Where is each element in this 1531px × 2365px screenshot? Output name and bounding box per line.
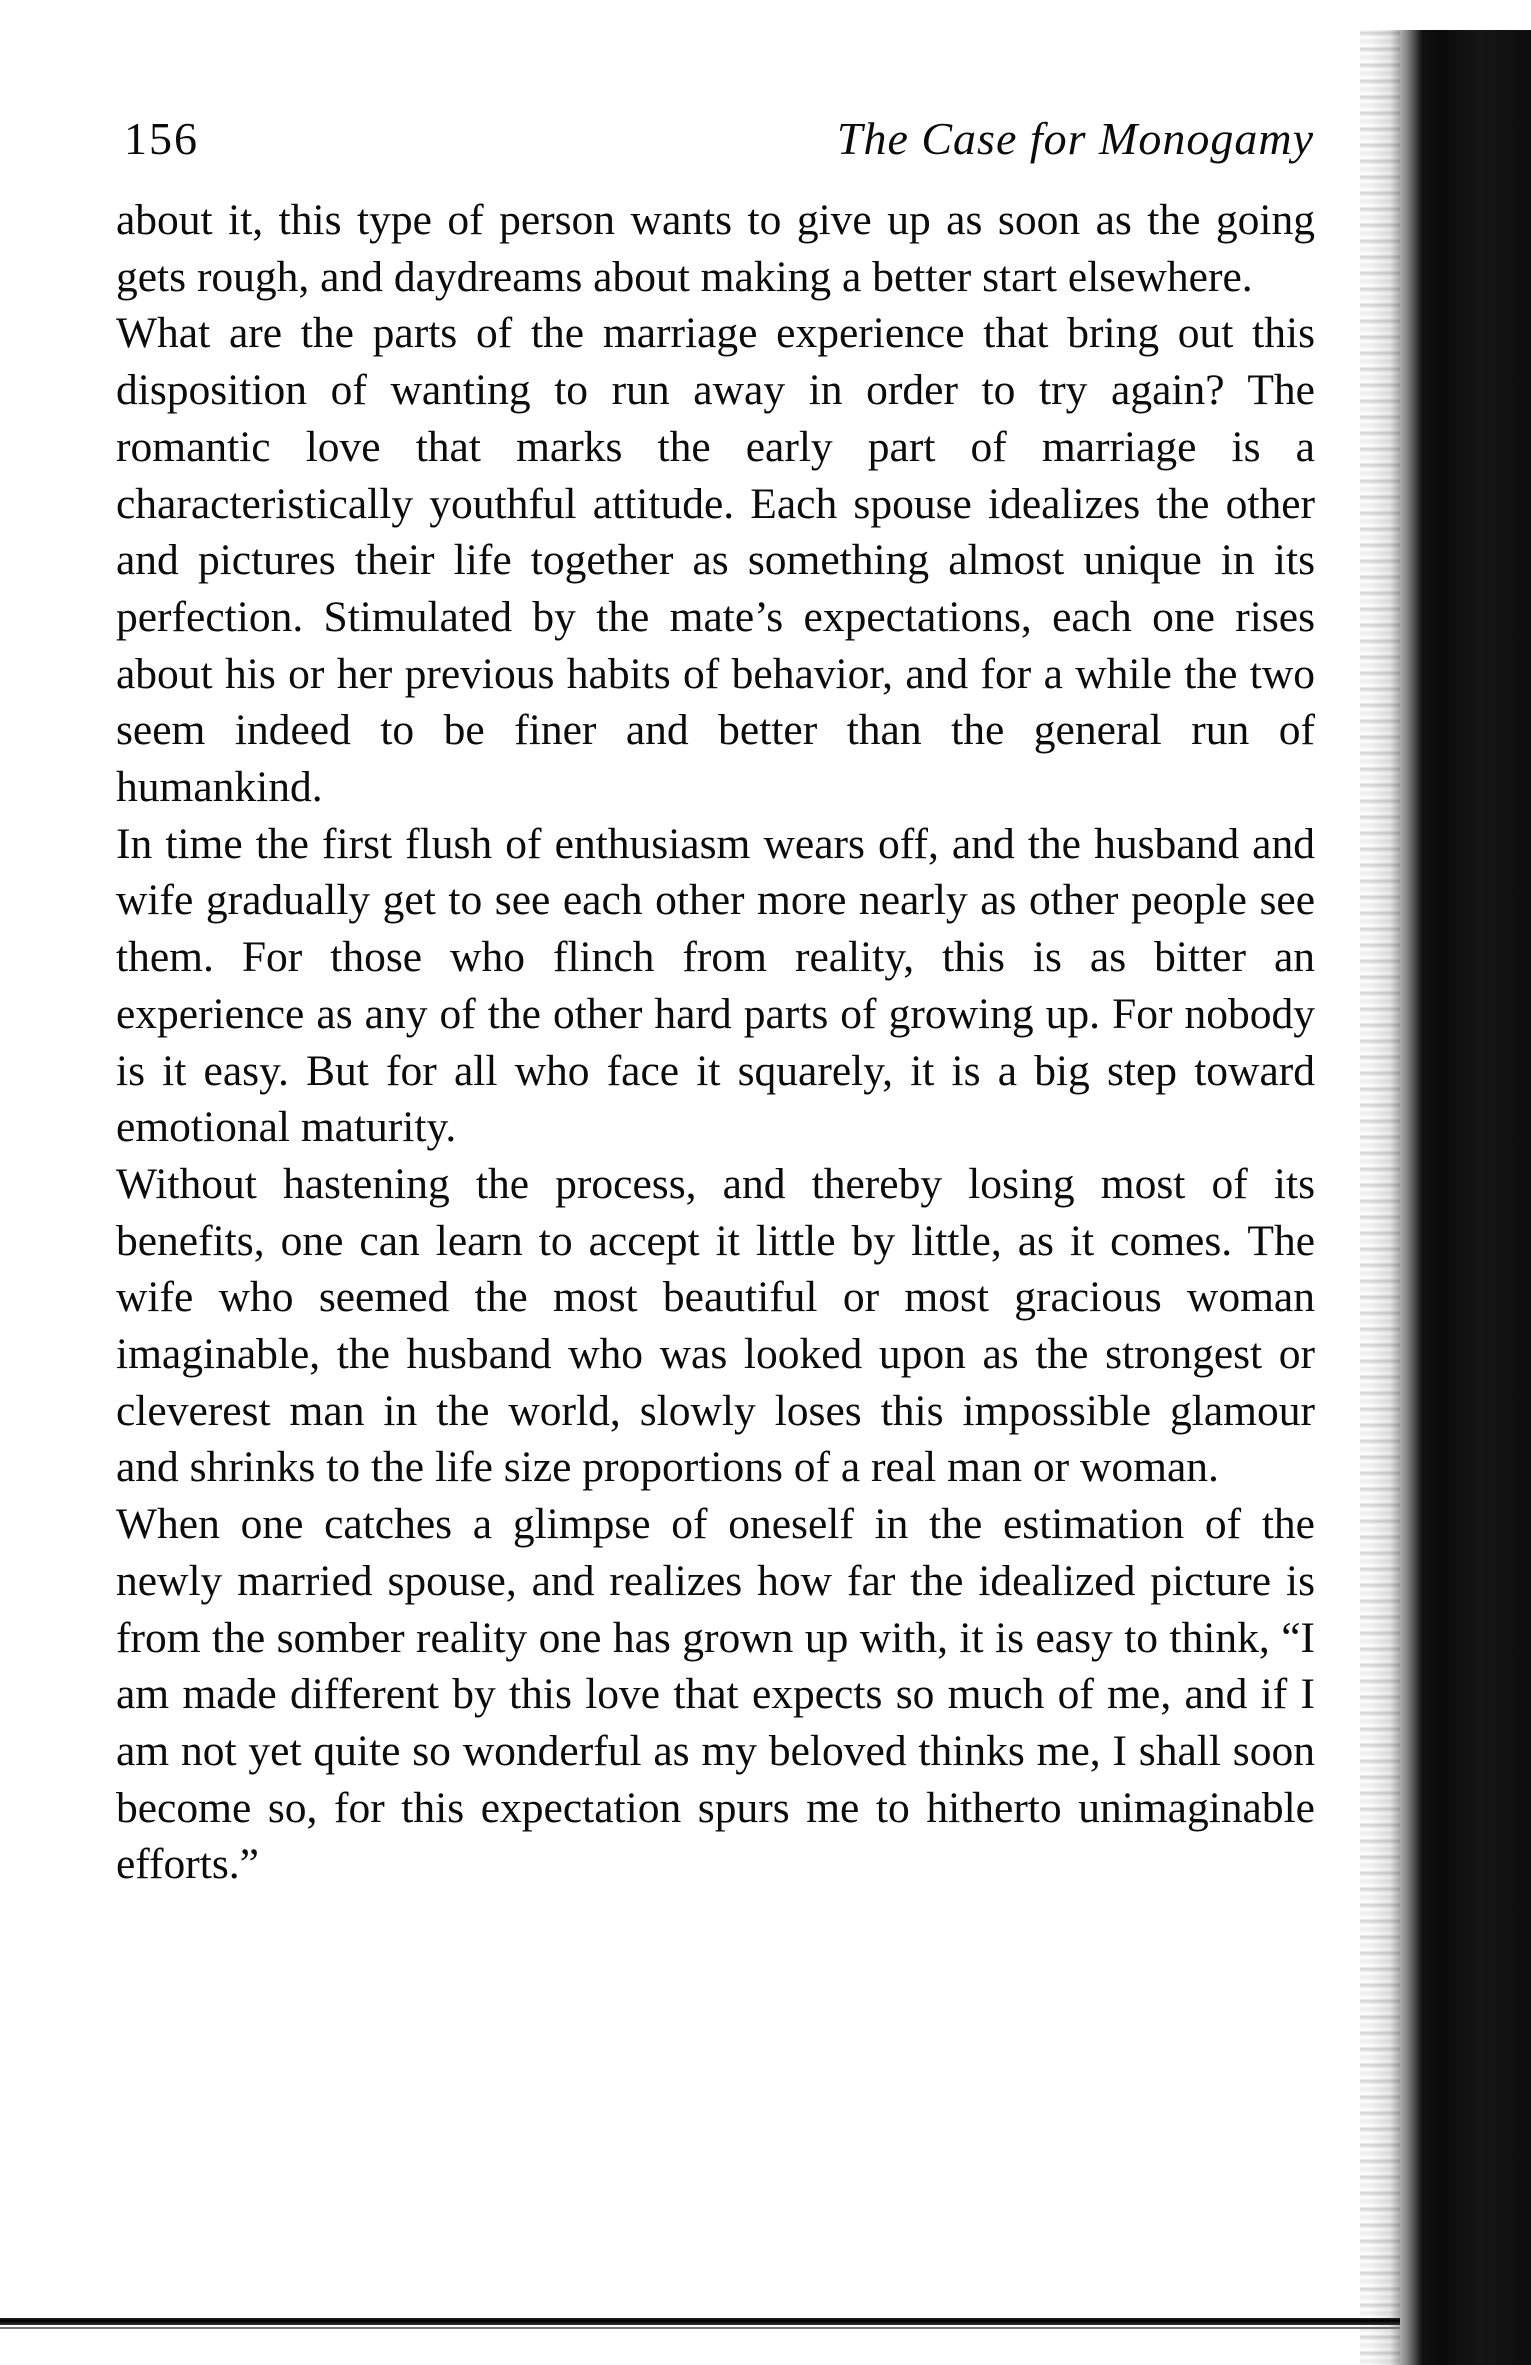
book-gutter-shadow (1370, 30, 1531, 2365)
body-text (116, 192, 1315, 1893)
paragraph-4: Without hastening the process, and thereby losing most of its benefits, one can learn to accept it little by little, as it comes. The wife who seemed the most beautiful or most gracious woman imaginable, the husband who was looked upon as the strongest or cleverest man in the world, slowly loses this impossible glamour and shrinks to the life size proportions of a real man or woman. (116, 1159, 1315, 1492)
running-head: The Case for Monogamy (836, 113, 1314, 164)
paragraph-1: about it, this type of person wants to give up as soon as the going gets rough, and daydreams about making a better start elsewhere. (116, 196, 1315, 301)
page-number: 156 (124, 113, 199, 164)
bottom-page-edge-thin (0, 2327, 1400, 2329)
bottom-page-edge (0, 2318, 1400, 2325)
paragraph-3: In time the first flush of enthusiasm wears off, and the husband and wife gradually get to see each other more nearly as other people see them. For those who flinch from reality, this is as bitter an experience as any of the other hard parts of growing up. For nobody is it easy. But for all who face it squarely, it is a big step toward emotional maturity. (116, 819, 1315, 1152)
paragraph-2: What are the parts of the marriage experience that bring out this disposition of wanting to run away in order to try again? The romantic love that marks the early part of marriage is a characteristically youthful attitude. Each spouse idealizes the other and pictures their life together as something almost unique in its perfection. Stimulated by the mate’s expectations, each one rises about his or her previous habits of behavior, and for a while the two seem indeed to be finer and better than the general run of humankind. (116, 309, 1315, 812)
page-header (120, 112, 1314, 172)
paragraph-5: When one catches a glimpse of oneself in the estimation of the newly married spouse, and realizes how far the idealized picture is from the somber reality one has grown up with, it is easy to think, “I am made different by this love that expects so much of me, and if I am not yet quite so wonderful as my beloved thinks me, I shall soon become so, for this expectation spurs me to hitherto unimaginable efforts.” (116, 1500, 1315, 1889)
